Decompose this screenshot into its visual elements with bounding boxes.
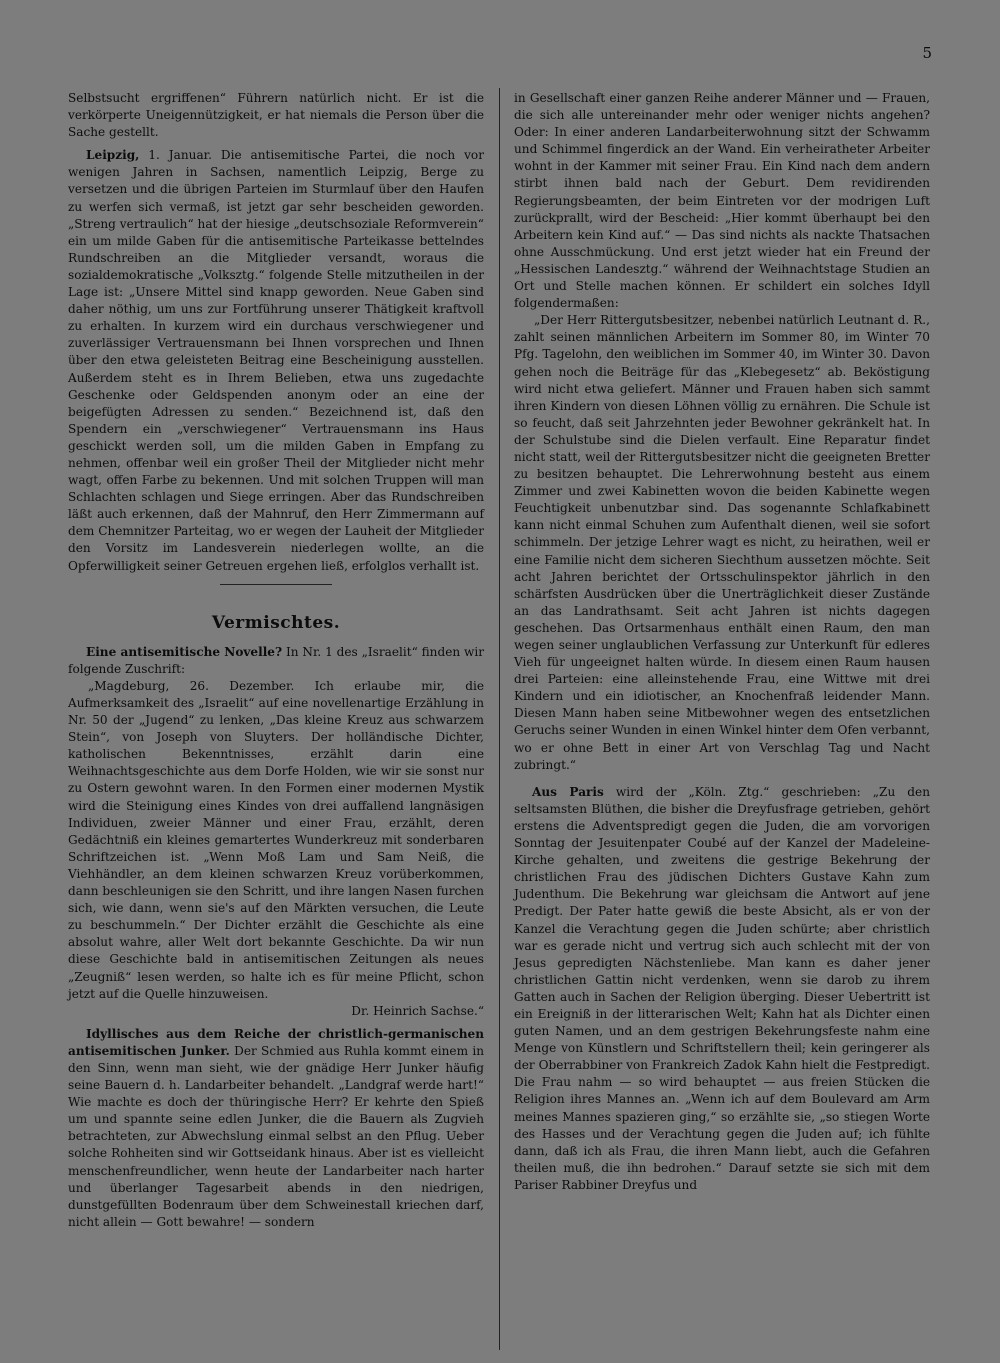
idyll-body: Der Schmied aus Ruhla kommt einem in den Sinn, wenn man sieht, wie der gnädige Herr Junker häufig seine Bauern d. h. Landarbeiter behandelt. „Landgraf werde hart!“ Wie machte es doch der thüringische Herr? Er kehrte den Spieß um und spannte seine edlen Junker, die die Bauern als Zugvieh betrachteten, zur Abwechslung einmal selbst an den Pflug. Ueber solche Rohheiten sind wir Gottseidank hinaus. Aber ist es vielleicht menschenfreundlicher, wenn heute der Landarbeiter nach harter und überlanger Tagesarbeit abends in den niedrigen, dunstgefüllten Bodenraum über dem Schweinestall kriechen darf, nicht allein — Gott bewahre! — sondern [68,1043,484,1229]
page-number: 5 [922,44,932,62]
leipzig-body: 1. Januar. Die antisemitische Partei, die noch vor wenigen Jahren in Sachsen, namentlich Leipzig, Berge zu versetzen und die übrigen Parteien im Sturmlauf über den Haufen zu werfen sich vermaß, ist jetzt gar sehr bescheiden geworden. „Streng vertraulich“ hat der hiesige „deutschsoziale Reformverein“ ein um milde Gaben für die antisemitische Parteikasse bettelndes Rundschreiben an die Mitglieder versandt, woraus die sozialdemokratische „Volksztg.“ folgende Stelle mitzutheilen in der Lage ist: „Unsere Mittel sind knapp geworden. Neue Gaben sind daher nöthig, um uns zur Fortführung unserer Thätigkeit kraftvoll zu erhalten. In kurzem wird ein durchaus verschwiegener und zuverlässiger Vertrauensmann bei Ihnen vorsprechen und Ihnen über den etwa geleisteten Beitrag eine Bescheinigung ausstellen. Außerdem steht es in Ihrem Belieben, etwa uns zugedachte Geschenke oder Geldspenden anonym oder an eine der beigefügten Adressen zu senden.“ Bezeichnend ist, daß den Spendern ein „verschwiegener“ Vertrauensmann ins Haus geschickt werden soll, um die milden Gaben in Empfang zu nehmen, offenbar weil ein großer Theil der Mitglieder nicht mehr wagt, offen Farbe zu bekennen. Und mit solchen Truppen will man Schlachten schlagen und Siege erringen. Aber das Rundschreiben läßt auch erkennen, daß der Mahnruf, den Herr Zimmermann auf dem Chemnitzer Parteitag, wo er wegen der Lauheit der Mitglieder den Vorsitz im Landesverein niederlegen wollte, an die Opferwilligkeit seiner Getreuen ergehen ließ, erfolglos verhallt ist. [68,148,484,573]
section-title: Vermischtes. [211,612,341,633]
paris-body: wird der „Köln. Ztg.“ geschrieben: „Zu den seltsamsten Blüthen, die bisher die Dreyfusfrage getrieben, gehört erstens die Adventspredigt gegen die Juden, die am vorvorigen Sonntag der Jesuitenpater Coubé auf der Kanzel der Madeleine-Kirche gehalten, und zweitens die gestrige Bekehrung der christlichen Frau des jüdischen Dichters Gustave Kahn zum Judenthum. Die Bekehrung war gleichsam die Antwort auf jene Predigt. Der Pater hatte gewiß die beste Absicht, als er von der Kanzel die Verachtung gegen die Juden schürte; aber christlich war es gerade nicht und vertrug sich auch schlecht mit der von Jesus gepredigten Nächstenliebe. Man kann es daher jener christlichen Gattin nicht verdenken, wenn sie darob zu ihrem Gatten auch in Sachen der Religion überging. Dieser Uebertritt ist ein Ereigniß in der litterarischen Welt; Kahn hat als Dichter einen guten Namen, und an dem gestrigen Bekehrungsfeste nahm eine Menge von Künstlern und Schriftstellern theil; kein geringerer als der Oberrabbiner von Frankreich Zadok Kahn hielt die Festpredigt. Die Frau nahm — so wird behauptet — aus freien Stücken die Religion ihres Mannes an. „Wenn ich auf dem Boulevard am Arm meines Mannes spazieren ging,“ so erzählte sie, „so stiegen Worte des Hasses und der Verachtung gegen die Juden auf; ich fühlte dann, daß ich als Frau, die ihren Mann liebt, auch die Gefahren theilen muß, die ihn bedrohen.“ Darauf setzte sie sich mit dem Pariser Rabbiner Dreyfus und [514,784,930,1192]
left-column [68,90,484,1231]
column-divider [499,88,500,1350]
novelle-quote: „Magdeburg, 26. Dezember. Ich erlaube mir, die Aufmerksamkeit des „Israelit“ auf eine novellenartige Erzählung in Nr. 50 der „Jugend“ zu lenken, „Das kleine Kreuz aus schwarzem Stein“, von Joseph von Sluyters. Der holländische Dichter, katholischen Bekenntnisses, erzählt darin eine Weihnachtsgeschichte aus dem Dorfe Holden, wie wir sie sonst nur zu Ostern gewohnt waren. In den Formen einer modernen Mystik wird die Steinigung eines Kindes von drei auffallend langnäsigen Individuen, zweier Männer und einer Frau, erzählt, deren Gedächtniß ein kleines gemartertes Wunderkreuz mit sonderbaren Schriftzeichen ist. „Wenn Moß Lam und Sam Neiß, die Viehhändler, an dem kleinen schwarzen Kreuz vorüberkommen, dann beschleunigen sie den Schritt, und ihre langen Nasen furchen sich, wie dann, wenn sie's auf den Märkten versuchen, die Leute zu beschummeln.“ Der Dichter erzählt die Geschichte als eine absolut wahre, aller Welt dort bekannte Geschichte. Da wir nun diese Geschichte bald in antisemitischen Zeitungen als neues „Zeugniß“ lesen werden, so halte ich es für meine Pflicht, schon jetzt auf die Quelle hinzuweisen. [68,678,484,1001]
novelle-signature: Dr. Heinrich Sachse.“ [351,1003,484,1018]
novelle-heading: Eine antisemitische Novelle? [86,644,283,659]
leipzig-heading: Leipzig, [86,148,140,163]
paris-heading: Aus Paris [532,784,604,799]
separator-rule [220,584,332,585]
leipzig-article [68,147,484,574]
novelle-article [68,644,484,678]
idyll-article [68,1026,484,1231]
right-column [514,90,930,1194]
novelle-intro: In Nr. 1 des „Israelit“ finden wir folgende Zuschrift: [68,644,485,676]
idyll-continuation: in Gesellschaft einer ganzen Reihe anderer Männer und — Frauen, die sich alle untereinander mehr oder weniger nichts angehen? Oder: In einer anderen Landarbeiterwohnung sitzt der Schwamm und Schimmel fingerdick an der Wand. Ein verheiratheter Arbeiter wohnt in der Kammer mit seiner Frau. Ein Kind nach dem andern stirbt ihnen bald nach der Geburt. Dem revidirenden Regierungsbeamten, der beim Eintreten vor der modrigen Luft zurückprallt, wird der Bescheid: „Hier kommt überhaupt bei den Arbeitern kein Kind auf.“ — Das sind nichts als nackte Thatsachen ohne Ausschmückung. Und erst jetzt wieder hat ein Freund der „Hessischen Landesztg.“ während der Weihnachtstage Studien an Ort und Stelle machen können. Er schildert ein solches Idyll folgendermaßen: [514,91,930,311]
idyll-heading: Idyllisches aus dem Reiche der christlich-germanischen antisemitischen Junker. [68,1026,484,1058]
idyll-quote: „Der Herr Rittergutsbesitzer, nebenbei natürlich Leutnant d. R., zahlt seinen männlichen Arbeitern im Sommer 80, im Winter 70 Pfg. Tagelohn, den weiblichen im Sommer 40, im Winter 30. Davon gehen noch die Beiträge für das „Klebegesetz“ ab. Beköstigung wird nicht etwa geliefert. Männer und Frauen haben sich sammt ihren Kindern von diesen Löhnen völlig zu ernähren. Die Schule ist so feucht, daß seit Jahrzehnten jeder Bewohner gekränkelt hat. In der Schulstube sind die Dielen verfault. Eine Reparatur findet nicht statt, weil der Rittergutsbesitzer nicht die geeigneten Bretter zu besitzen behauptet. Die Lehrerwohnung besteht aus einem Zimmer und zwei Kabinetten wovon die beiden Kabinette wegen Feuchtigkeit unbenutzbar sind. Das sogenannte Schlafkabinett kann nicht einmal Schuhen zum Aufenthalt dienen, weil sie sofort schimmeln. Der jetzige Lehrer wagt es nicht, zu heirathen, weil er eine Familie nicht dem sicheren Siechthum aussetzen möchte. Seit acht Jahren berichtet der Ortsschulinspektor jährlich in den schärfsten Ausdrücken über die Unerträglichkeit dieser Zustände an das Landrathsamt. Seit acht Jahren ist nichts dagegen geschehen. Das Ortsarmenhaus enthält einen Raum, den man wegen seiner unglaublichen Verfassung zur Unterkunft für edleres Vieh für ungeeignet halten würde. In diesem einen Raum hausen drei Parteien: eine alleinstehende Frau, eine Wittwe mit drei Kindern und ein idiotischer, an Knochenfraß leidender Mann. Diesen Mann haben seine Mitbewohner wegen des entsetzlichen Geruchs seiner Wunden in einen Winkel hinter dem Ofen verbannt, wo er ohne Bett in einer Art von Verschlag Tag und Nacht zubringt.“ [514,313,930,772]
paris-article [514,784,930,1194]
article-continuation: Selbstsucht ergriffenen“ Führern natürlich nicht. Er ist die verkörperte Uneigennützigkeit, er hat niemals die Person über die Sache gestellt. [68,91,484,140]
